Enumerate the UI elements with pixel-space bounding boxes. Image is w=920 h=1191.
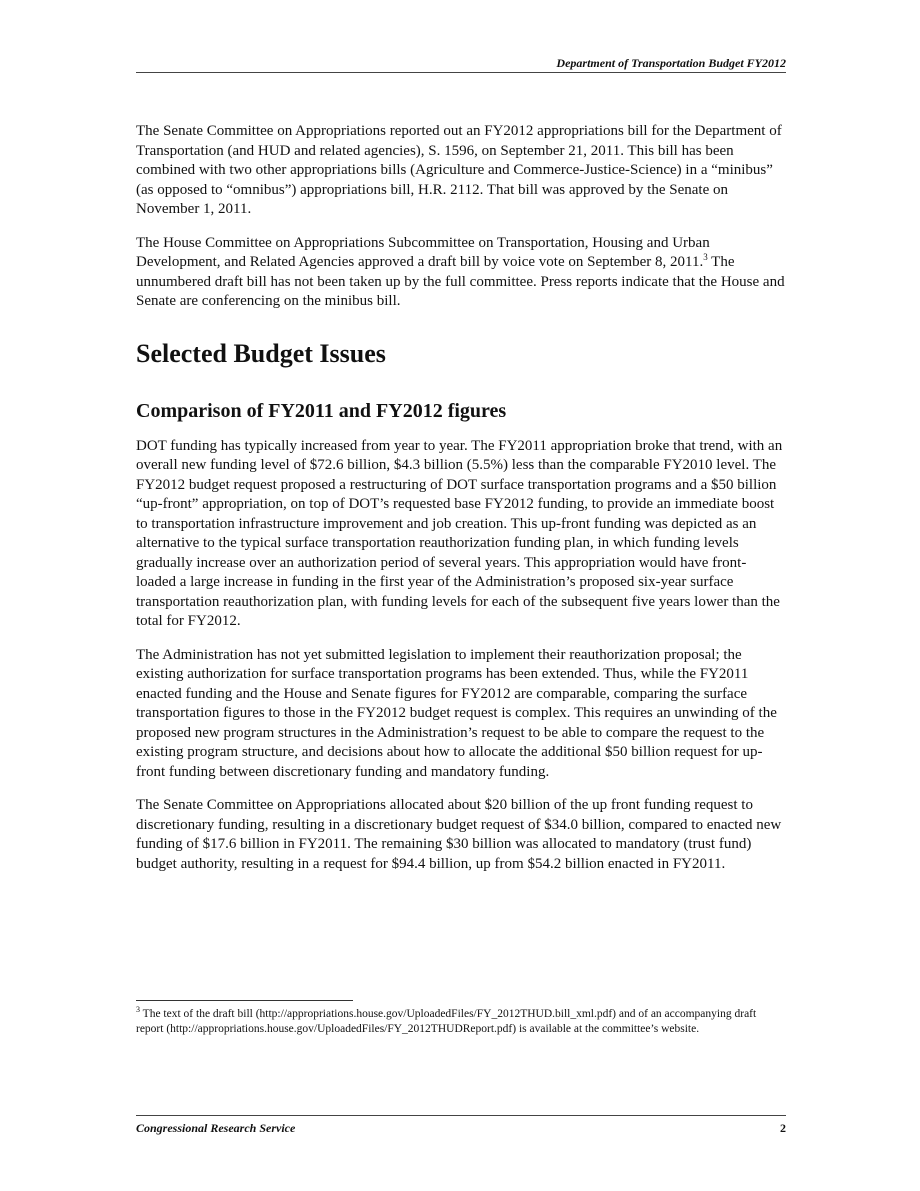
footnote-text: The text of the draft bill (http://appropriations.house.gov/UploadedFiles/FY_2012THUD.bill_xml.pdf) and of an accompanying draft report (http://appropriations.house.gov/UploadedFiles/FY_2012THUDReport.pdf) is available at the committee’s website. <box>136 1008 757 1035</box>
body-paragraph-3: The Senate Committee on Appropriations allocated about $20 billion of the up front funding request to discretionary funding, resulting in a discretionary budget request of $34.0 billion, compared to enacted new funding of $17.6 billion in FY2011. The remaining $30 billion was allocated to mandatory (trust fund) budget authority, resulting in a request for $94.4 billion, up from $54.2 billion enacted in FY2011. <box>136 797 782 872</box>
section-heading: Selected Budget Issues <box>136 338 386 368</box>
main-content <box>136 122 786 888</box>
footer-divider <box>136 1115 786 1116</box>
page-number: 2 <box>780 1121 786 1135</box>
footnote-divider <box>136 1000 353 1001</box>
running-header: Department of Transportation Budget FY2012 <box>136 55 786 73</box>
subsection-heading: Comparison of FY2011 and FY2012 figures <box>136 399 507 422</box>
footer-source: Congressional Research Service <box>136 1121 296 1135</box>
footnote <box>136 1007 786 1037</box>
footnote-number: 3 <box>136 1005 140 1015</box>
intro-paragraph-2-text: The House Committee on Appropriations Subcommittee on Transportation, Housing and Urban Development, and Related Agencies approved a draft bill by voice vote on September 8, 2011. <box>136 234 710 270</box>
body-paragraph-2: The Administration has not yet submitted legislation to implement their reauthorization proposal; the existing authorization for surface transportation programs has been extended. Thus, while the FY2011 enacted funding and the House and Senate figures for FY2012 are comparable, comparing the surface transportation figures to those in the FY2012 budget request is complex. This requires an unwinding of the proposed new program structures in the Administration’s request to be able to compare the request to the existing program structure, and decisions about how to allocate the additional $50 billion request for up-front funding between discretionary funding and mandatory funding. <box>136 646 777 780</box>
intro-paragraph-1: The Senate Committee on Appropriations reported out an FY2012 appropriations bill for the Department of Transportation (and HUD and related agencies), S. 1596, on September 21, 2011. This bill has been combined with two other appropriations bills (Agriculture and Commerce-Justice-Science) in a “minibus” (as opposed to “omnibus”) appropriations bill, H.R. 2112. That bill was approved by the Senate on November 1, 2011. <box>136 123 782 217</box>
body-paragraph-1: DOT funding has typically increased from year to year. The FY2011 appropriation broke that trend, with an overall new funding level of $72.6 billion, $4.3 billion (5.5%) less than the comparable FY2010 level. The FY2012 budget request proposed a restructuring of DOT surface transportation programs and a $50 billion “up-front” appropriation, on top of DOT’s requested base FY2012 funding, to provide an immediate boost to transportation infrastructure improvement and job creation. This up-front funding was depicted as an alternative to the typical surface transportation reauthorization funding plan, in which funding levels gradually increase over an authorization period of several years. This appropriation would have front-loaded a large increase in funding in the first year of the Administration’s proposed six-year surface transportation reauthorization plan, with funding levels for each of the subsequent five years lower than the total for FY2012. <box>136 437 783 629</box>
intro-paragraph-2-continued: The unnumbered draft bill has not been taken up by the full committee. Press reports indicate that the House and Senate are conferencing on the minibus bill. <box>136 254 785 309</box>
footnote-reference[interactable]: 3 <box>703 252 708 262</box>
intro-paragraph-2 <box>136 234 786 312</box>
